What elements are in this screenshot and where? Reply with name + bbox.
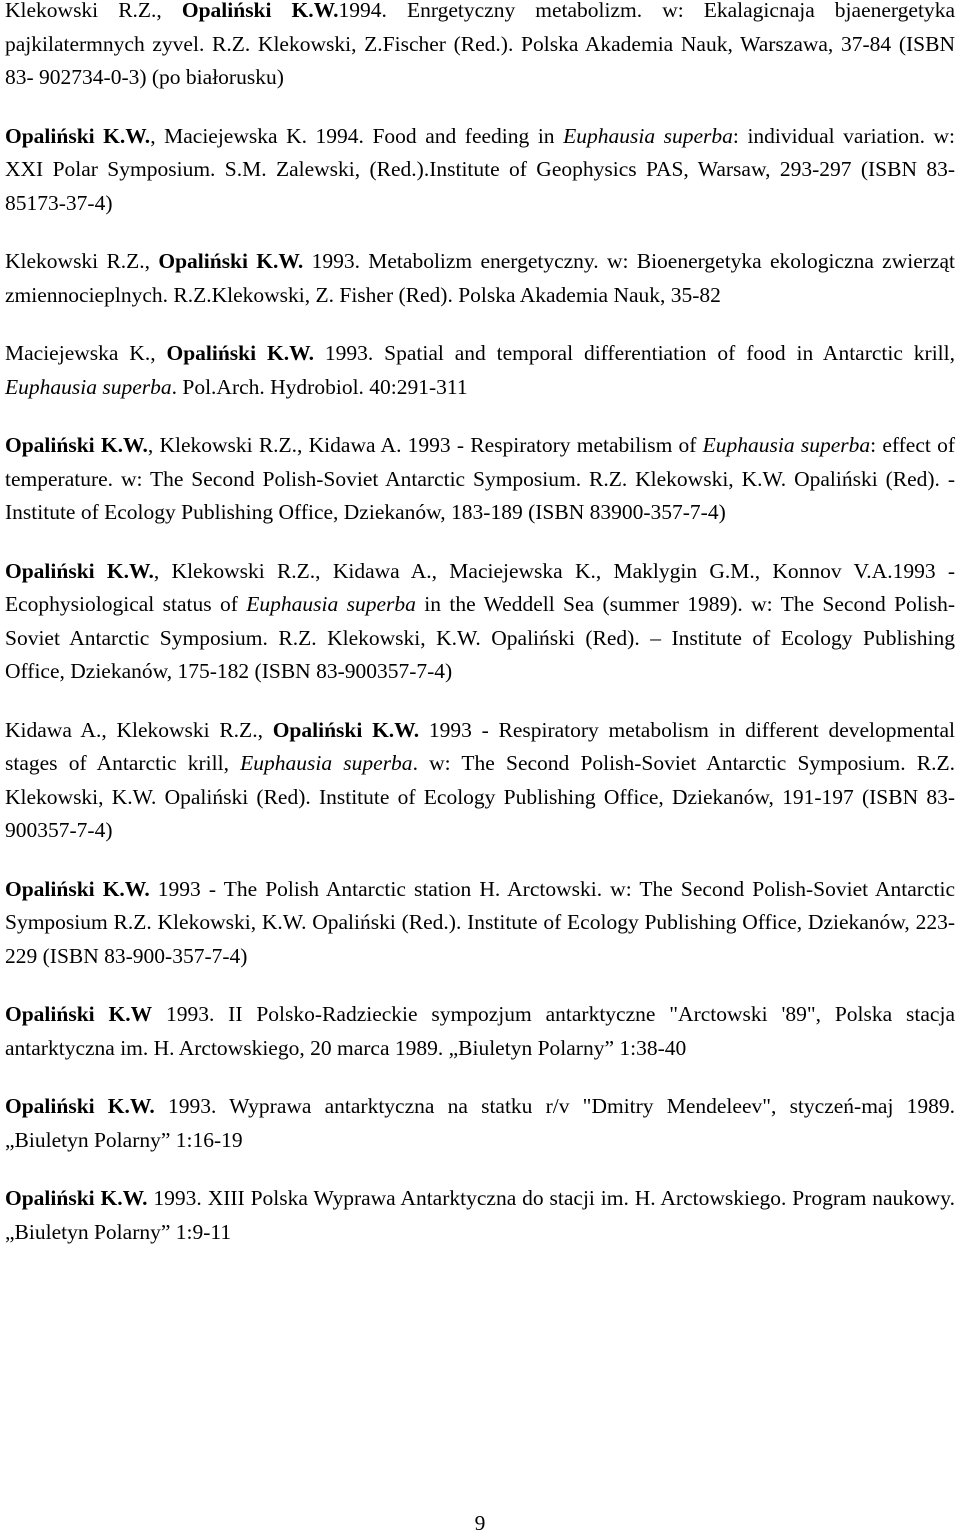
author-highlight: Opaliński K.W. <box>181 0 339 22</box>
reference-entry <box>5 714 955 848</box>
author-highlight: Opaliński K.W. <box>5 433 148 457</box>
entry-text: 1993. Wyprawa antarktyczna na statku r/v "Dmitry Mendeleev", styczeń-maj 1989. „Biuletyn Polarny” 1:16-19 <box>5 1094 955 1152</box>
author-highlight: Opaliński K.W. <box>5 558 154 583</box>
entry-text: 1993. Spatial and temporal differentiation of food in Antarctic krill, <box>313 341 955 365</box>
entry-text: . w: The Second Polish-Soviet Antarctic Symposium. R.Z. Klekowski, K.W. Opaliński (Red). Institute of Ecology Publishing Office, Dziekanów, 191-197 (ISBN 83-900357-7-4) <box>5 751 955 842</box>
entry-text: 1993. XIII Polska Wyprawa Antarktyczna do stacji im. H. Arctowskiego. Program naukowy. „Biuletyn Polarny” 1:9-11 <box>5 1186 955 1244</box>
species-name: Euphausia superba <box>246 592 416 616</box>
author-highlight: Opaliński K.W. <box>166 341 314 365</box>
reference-entry <box>5 1182 955 1249</box>
reference-entry <box>5 337 955 404</box>
document-page <box>5 0 955 1274</box>
reference-entry <box>5 120 955 221</box>
entry-text: in the Weddell Sea (summer 1989). w: The Second Polish-Soviet Antarctic Symposium. R.Z. Klekowski, K.W. Opaliński (Red). – Institute of Ecology Publishing Office, Dziekanów, 175-182 (ISBN 83-900357-7-4) <box>5 592 956 683</box>
author-highlight: Opaliński K.W. <box>5 123 151 148</box>
reference-entry <box>5 0 955 95</box>
entry-text: , Klekowski R.Z., Kidawa A., Maciejewska K., Maklygin G.M., Konnov V.A.1993 - Ecophysiological status of <box>5 558 955 616</box>
author-highlight: Opaliński K.W. <box>5 1094 155 1118</box>
reference-entry <box>5 555 955 689</box>
entry-text: Kidawa A., Klekowski R.Z., <box>5 717 273 742</box>
species-name: Euphausia superba <box>563 123 733 148</box>
author-highlight: Opaliński K.W <box>5 1002 153 1026</box>
entry-text: 1993. Metabolizm energetyczny. w: Bioenergetyka ekologiczna zwierząt zmiennocieplnych. R.Z.Klekowski, Z. Fisher (Red). Polska Akademia Nauk, 35-82 <box>5 249 955 307</box>
reference-entry <box>5 873 955 974</box>
page-number: 9 <box>474 1511 486 1535</box>
species-name: Euphausia superba <box>240 751 413 775</box>
reference-entry <box>5 998 955 1065</box>
entry-text: 1993. II Polsko-Radzieckie sympozjum antarktyczne "Arctowski '89", Polska stacja antarktyczna im. H. Arctowskiego, 20 marca 1989. „Biuletyn Polarny” 1:38-40 <box>5 1002 955 1060</box>
entry-text: Klekowski R.Z., <box>5 0 182 22</box>
entry-text: Klekowski R.Z., <box>5 249 159 273</box>
entry-text: 1993 - The Polish Antarctic station H. Arctowski. w: The Second Polish-Soviet Antarctic Symposium R.Z. Klekowski, K.W. Opaliński (Red.). Institute of Ecology Publishing Office, Dziekanów, 223-229 (ISBN 83-900-357-7-4) <box>5 876 955 968</box>
species-name: Euphausia superba <box>702 433 871 457</box>
entry-text: 1994. Enrgetyczny metabolizm. w: Ekalagicnaja bjaenergetyka pajkilatermnych zyvel. R.Z. Klekowski, Z.Fischer (Red.). Polska Akademia Nauk, Warszawa, 37-84 (ISBN 83- 902734-0-3) (po białorusku) <box>5 0 955 89</box>
author-highlight: Opaliński K.W. <box>272 717 420 742</box>
entry-text: : individual variation. w: XXI Polar Symposium. S.M. Zalewski, (Red.).Institute of Geophysics PAS, Warsaw, 293-297 (ISBN 83-85173-37-4) <box>5 123 956 215</box>
entry-text: 1993 - Respiratory metabolism in different developmental stages of Antarctic krill, <box>5 717 956 775</box>
entry-text: : effect of temperature. w: The Second Polish-Soviet Antarctic Symposium. R.Z. Klekowski, K.W. Opaliński (Red). - Institute of Ecology Publishing Office, Dziekanów, 183-189 (ISBN 83900-357-7-4) <box>5 433 955 524</box>
reference-entry <box>5 429 955 530</box>
entry-text: . Pol.Arch. Hydrobiol. 40:291-311 <box>171 374 468 399</box>
entry-text: , Maciejewska K. 1994. Food and feeding in <box>150 123 564 148</box>
reference-entry <box>5 1090 955 1157</box>
entry-text: , Klekowski R.Z., Kidawa A. 1993 - Respiratory metabilism of <box>147 433 703 457</box>
author-highlight: Opaliński K.W. <box>5 1186 148 1210</box>
author-highlight: Opaliński K.W. <box>158 249 304 273</box>
reference-entry <box>5 245 955 312</box>
entry-text: Maciejewska K., <box>5 341 167 365</box>
author-highlight: Opaliński K.W. <box>5 876 150 901</box>
species-name: Euphausia superba <box>5 374 172 399</box>
